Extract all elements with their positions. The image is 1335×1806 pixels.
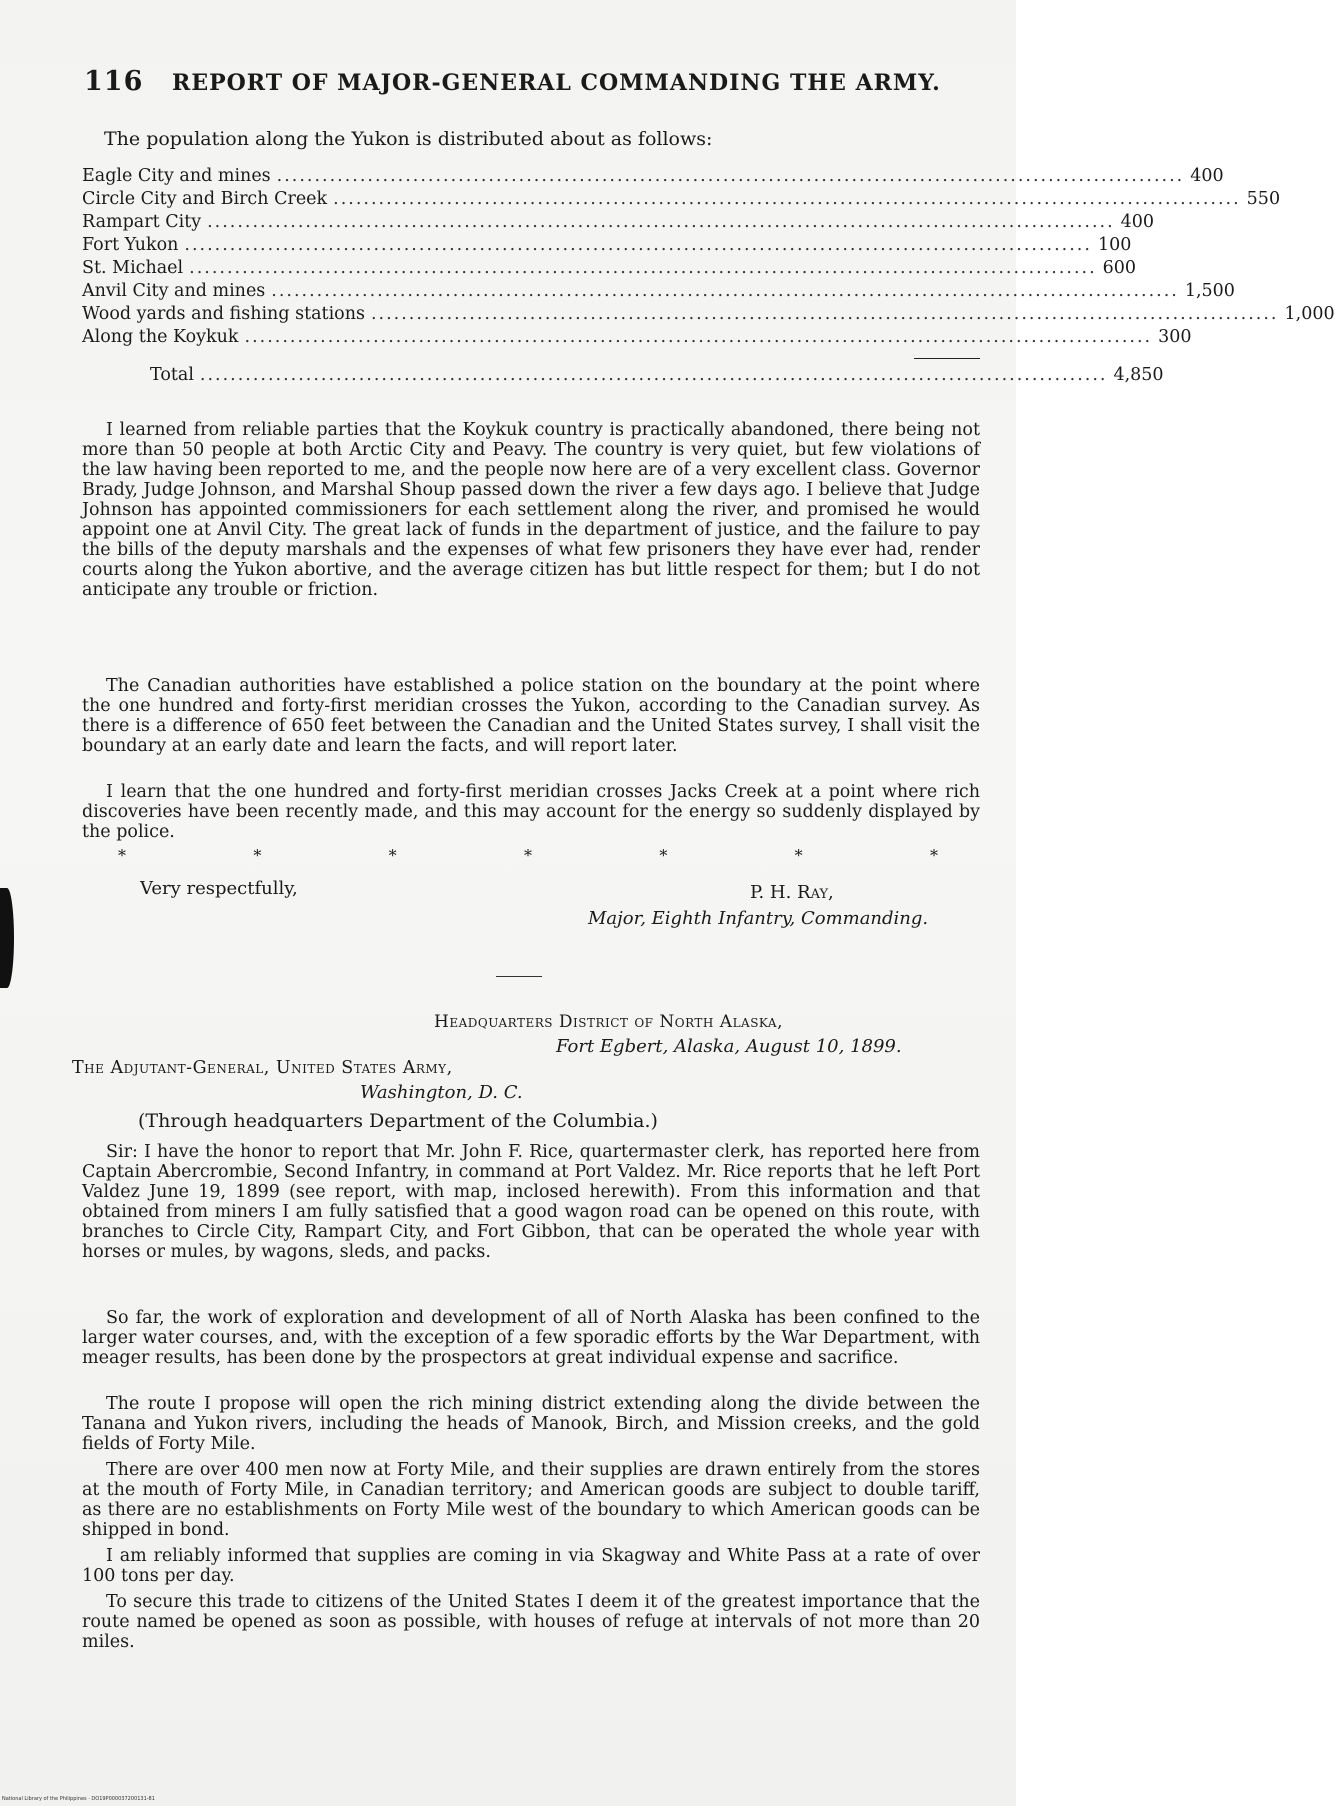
ellipsis-stars: * * * * * * * xyxy=(118,846,938,865)
total-rule xyxy=(914,358,980,359)
section-divider xyxy=(496,976,542,977)
table-row: Anvil City and mines ........................................................................................................................ 1,500 xyxy=(82,281,1235,301)
signature-name: P. H. Ray, xyxy=(750,882,834,903)
letter-headquarters: Headquarters District of North Alaska, xyxy=(434,1012,783,1032)
letter-paragraph-skagway: I am reliably informed that supplies are coming in via Skagway and White Pass at a rate of over 100 tons per day. xyxy=(82,1546,980,1586)
table-row: Circle City and Birch Creek ........................................................................................................................ 550 xyxy=(82,189,1281,209)
letter-addressee: The Adjutant-General, United States Army, xyxy=(72,1058,453,1078)
table-row: Fort Yukon ........................................................................................................................ 100 xyxy=(82,235,1132,255)
page-number: 116 xyxy=(84,66,144,97)
letter-addressee-city: Washington, D. C. xyxy=(360,1082,523,1103)
letter-paragraph-route: The route I propose will open the rich mining district extending along the divide between the Tanana and Yukon rivers, including the heads of Manook, Birch, and Mission creeks, and the gold fields of Forty Mile. xyxy=(82,1394,980,1454)
table-total-row: Total ........................................................................................................................ 4,850 xyxy=(150,365,1164,385)
signature-title: Major, Eighth Infantry, Commanding. xyxy=(588,908,929,929)
closing: Very respectfully, xyxy=(140,878,298,899)
letter-through: (Through headquarters Department of the Columbia.) xyxy=(138,1110,658,1132)
letter-paragraph-trade: To secure this trade to citizens of the United States I deem it of the greatest importance that the route named be opened as soon as possible, with houses of refuge at intervals of not more than 20 miles. xyxy=(82,1592,980,1652)
table-row: Wood yards and fishing stations ........................................................................................................................ 1,000 xyxy=(82,304,1335,324)
letter-paragraph-exploration: So far, the work of exploration and development of all of North Alaska has been confined to the larger water courses, and, with the exception of a few sporadic efforts by the War Department, with meager results, has been done by the prospectors at great individual expense and sacrifice. xyxy=(82,1308,980,1368)
scan-footer: National Library of the Philippines · DO19P000037200131-81 xyxy=(2,1796,155,1802)
page-header xyxy=(84,66,984,97)
scan-edge-blot xyxy=(0,888,14,988)
population-table xyxy=(82,166,1335,388)
table-row: Rampart City ........................................................................................................................ 400 xyxy=(82,212,1155,232)
running-title: REPORT OF MAJOR-GENERAL COMMANDING THE ARMY. xyxy=(172,70,941,96)
table-row: Along the Koykuk ........................................................................................................................ 300 xyxy=(82,327,1192,347)
table-intro: The population along the Yukon is distributed about as follows: xyxy=(104,128,713,150)
paragraph-jacks-creek: I learn that the one hundred and forty-first meridian crosses Jacks Creek at a point where rich discoveries have been recently made, and this may account for the energy so suddenly displayed by the police. xyxy=(82,782,980,842)
table-row: St. Michael ........................................................................................................................ 600 xyxy=(82,258,1137,278)
paragraph-canadian-police: The Canadian authorities have established a police station on the boundary at the point where the one hundred and forty-first meridian crosses the Yukon, according to the Canadian survey. As there is a difference of 650 feet between the Canadian and the United States survey, I shall visit the boundary at an early date and learn the facts, and will report later. xyxy=(82,676,980,756)
table-row: Eagle City and mines ........................................................................................................................ 400 xyxy=(82,166,1224,186)
letter-paragraph-forty-mile: There are over 400 men now at Forty Mile, and their supplies are drawn entirely from the stores at the mouth of Forty Mile, in Canadian territory; and American goods are subject to double tariff, as there are no establishments on Forty Mile west of the boundary to which American goods can be shipped in bond. xyxy=(82,1460,980,1540)
paragraph-koykuk: I learned from reliable parties that the Koykuk country is practically abandoned, there being not more than 50 people at both Arctic City and Peavy. The country is very quiet, but few violations of the law having been reported to me, and the people now here are of a very excellent class. Governor Brady, Judge Johnson, and Marshal Shoup passed down the river a few days ago. I believe that Judge Johnson has appointed commissioners for each settlement along the river, and promised he would appoint one at Anvil City. The great lack of funds in the department of justice, and the failure to pay the bills of the deputy marshals and the expenses of what few prisoners they have ever had, render courts along the Yukon abortive, and the average citizen has but little respect for them; but I do not anticipate any trouble or friction. xyxy=(82,420,980,600)
letter-place-date: Fort Egbert, Alaska, August 10, 1899. xyxy=(556,1036,902,1057)
letter-paragraph-rice: Sir: I have the honor to report that Mr. John F. Rice, quartermaster clerk, has reported here from Captain Abercrombie, Second Infantry, in command at Port Valdez. Mr. Rice reports that he left Port Valdez June 19, 1899 (see report, with map, inclosed herewith). From this information and that obtained from miners I am fully satisfied that a good wagon road can be opened on this route, with branches to Circle City, Rampart City, and Fort Gibbon, that can be operated the whole year with horses or mules, by wagons, sleds, and packs. xyxy=(82,1142,980,1262)
